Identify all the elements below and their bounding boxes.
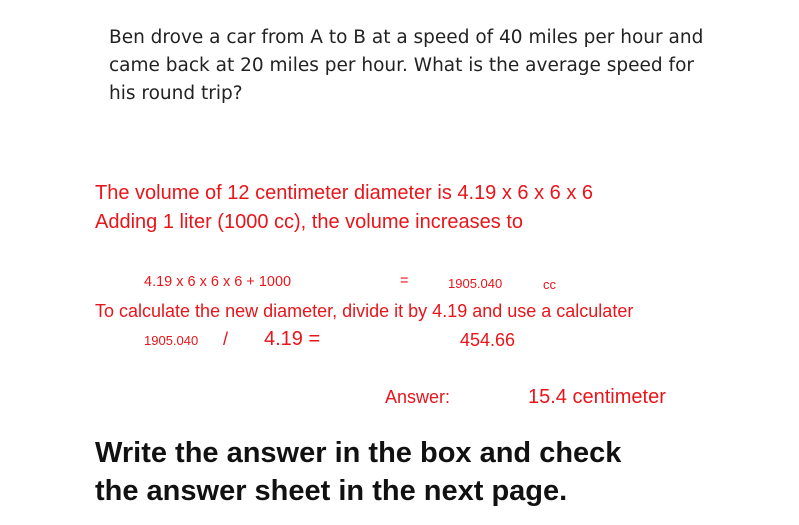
question-text [109, 24, 709, 108]
instruction-text [95, 434, 621, 510]
answer-value: 15.4 centimeter [528, 386, 666, 408]
instruction-line-1: Write the answer in the box and check [95, 437, 622, 469]
calc2-result: 454.66 [460, 330, 516, 350]
question-line-1: Ben drove a car from A to B at a speed of 40 miles per hour and [109, 27, 704, 48]
calc2-dividend: 1905.040 [144, 333, 199, 348]
divide-line: To calculate the new diameter, divide it by 4.19 and use a calculater [95, 301, 634, 321]
instruction-line-2: the answer sheet in the next page. [95, 475, 568, 507]
answer-label: Answer: [385, 387, 451, 407]
question-line-3: his round trip? [109, 83, 243, 104]
calc1-result: 1905.040 [448, 276, 503, 291]
question-line-2: came back at 20 miles per hour. What is the average speed for [109, 55, 694, 76]
calc2-divisor: 4.19 = [264, 328, 321, 350]
calc1-expression: 4.19 x 6 x 6 x 6 + 1000 [144, 274, 292, 290]
adding-line: Adding 1 liter (1000 cc), the volume increases to [95, 211, 523, 233]
calc2-operator: / [223, 329, 229, 349]
volume-line: The volume of 12 centimeter diameter is 4.19 x 6 x 6 x 6 [95, 182, 594, 204]
calc1-equals: = [400, 273, 409, 289]
calc1-unit: cc [543, 277, 556, 292]
